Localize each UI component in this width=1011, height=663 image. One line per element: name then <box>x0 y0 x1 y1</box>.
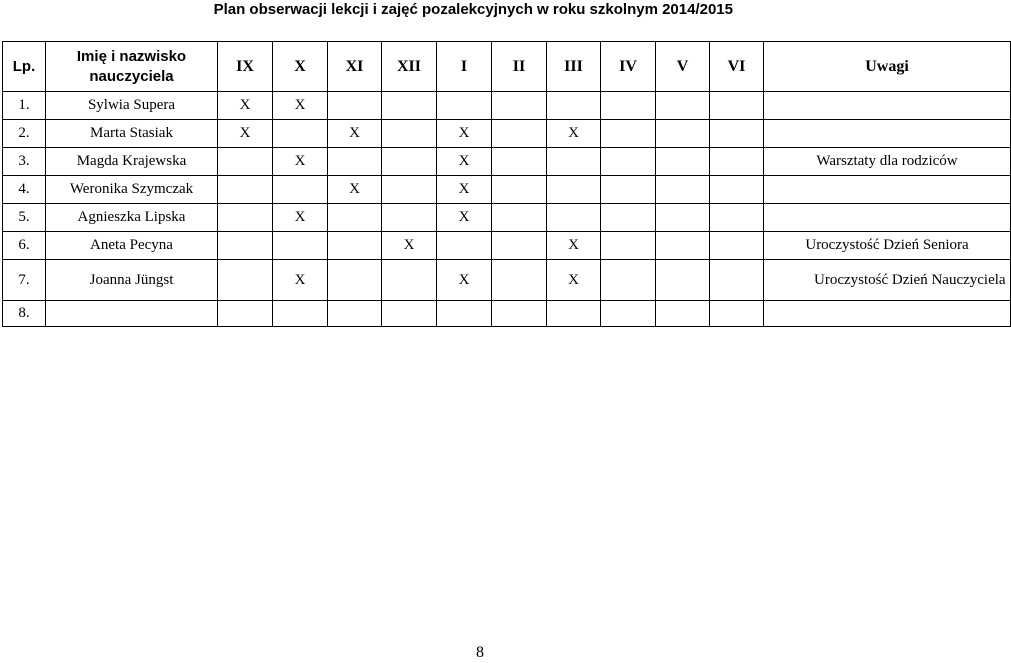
month-cell: X <box>273 148 328 176</box>
header-uwagi: Uwagi <box>764 42 1011 92</box>
teacher-name: Magda Krajewska <box>46 148 218 176</box>
month-cell: X <box>437 176 492 204</box>
row-number: 6. <box>3 232 46 260</box>
month-cell: X <box>273 204 328 232</box>
month-cell <box>218 232 273 260</box>
header-row <box>3 42 1011 92</box>
month-cell <box>218 204 273 232</box>
remarks-cell: Uroczystość Dzień Seniora <box>764 232 1011 260</box>
header-month: V <box>656 42 710 92</box>
month-cell: X <box>437 204 492 232</box>
row-number: 7. <box>3 260 46 301</box>
table-row <box>3 148 1011 176</box>
month-cell <box>601 301 656 327</box>
remarks-cell <box>764 204 1011 232</box>
month-cell <box>710 204 764 232</box>
page-title: Plan obserwacji lekcji i zajęć pozalekcyjnych w roku szkolnym 2014/2015 <box>213 1 733 18</box>
header-month: IX <box>218 42 273 92</box>
remarks-cell <box>764 120 1011 148</box>
header-month: XII <box>382 42 437 92</box>
month-cell <box>601 260 656 301</box>
month-cell <box>656 204 710 232</box>
month-cell <box>382 92 437 120</box>
month-cell <box>328 204 382 232</box>
month-cell <box>382 204 437 232</box>
month-cell <box>601 204 656 232</box>
month-cell <box>437 232 492 260</box>
month-cell <box>382 148 437 176</box>
row-number: 3. <box>3 148 46 176</box>
header-month: II <box>492 42 547 92</box>
month-cell <box>382 301 437 327</box>
month-cell <box>492 92 547 120</box>
table-row <box>3 204 1011 232</box>
month-cell: X <box>437 148 492 176</box>
observation-plan-table <box>2 41 1011 327</box>
page-number: 8 <box>476 644 484 661</box>
month-cell: X <box>437 120 492 148</box>
month-cell <box>492 176 547 204</box>
month-cell <box>710 120 764 148</box>
row-number: 1. <box>3 92 46 120</box>
teacher-name: Marta Stasiak <box>46 120 218 148</box>
month-cell <box>218 301 273 327</box>
month-cell <box>273 176 328 204</box>
month-cell <box>601 148 656 176</box>
month-cell <box>273 301 328 327</box>
table-row <box>3 301 1011 327</box>
remarks-cell: Uroczystość Dzień Nauczyciela <box>764 260 1011 301</box>
month-cell <box>710 92 764 120</box>
month-cell: X <box>218 120 273 148</box>
month-cell <box>710 176 764 204</box>
month-cell <box>218 148 273 176</box>
month-cell <box>710 232 764 260</box>
teacher-name: Aneta Pecyna <box>46 232 218 260</box>
table-row <box>3 176 1011 204</box>
header-month: I <box>437 42 492 92</box>
month-cell <box>601 232 656 260</box>
month-cell <box>492 232 547 260</box>
month-cell: X <box>547 120 601 148</box>
remarks-cell <box>764 92 1011 120</box>
teacher-name: Joanna Jüngst <box>46 260 218 301</box>
table-row <box>3 232 1011 260</box>
month-cell: X <box>328 176 382 204</box>
month-cell <box>437 92 492 120</box>
month-cell <box>656 92 710 120</box>
month-cell <box>382 176 437 204</box>
month-cell: X <box>328 120 382 148</box>
remarks-cell <box>764 301 1011 327</box>
table-row <box>3 260 1011 301</box>
header-name: Imię i nazwisko nauczyciela <box>46 42 218 92</box>
month-cell <box>492 260 547 301</box>
month-cell <box>656 148 710 176</box>
row-number: 8. <box>3 301 46 327</box>
month-cell <box>656 301 710 327</box>
header-month: III <box>547 42 601 92</box>
month-cell <box>328 148 382 176</box>
month-cell <box>492 120 547 148</box>
month-cell <box>273 232 328 260</box>
month-cell <box>382 260 437 301</box>
month-cell: X <box>273 260 328 301</box>
month-cell <box>492 301 547 327</box>
month-cell <box>273 120 328 148</box>
month-cell <box>601 92 656 120</box>
month-cell <box>656 232 710 260</box>
month-cell <box>328 301 382 327</box>
month-cell <box>328 232 382 260</box>
month-cell <box>710 301 764 327</box>
month-cell: X <box>382 232 437 260</box>
remarks-cell: Warsztaty dla rodziców <box>764 148 1011 176</box>
month-cell <box>547 92 601 120</box>
month-cell <box>547 176 601 204</box>
month-cell <box>492 204 547 232</box>
remarks-cell <box>764 176 1011 204</box>
header-month: VI <box>710 42 764 92</box>
teacher-name <box>46 301 218 327</box>
month-cell <box>492 148 547 176</box>
header-month: XI <box>328 42 382 92</box>
row-number: 5. <box>3 204 46 232</box>
month-cell <box>547 148 601 176</box>
month-cell <box>218 176 273 204</box>
month-cell <box>547 301 601 327</box>
month-cell <box>547 204 601 232</box>
month-cell <box>328 92 382 120</box>
row-number: 4. <box>3 176 46 204</box>
month-cell <box>218 260 273 301</box>
header-month: X <box>273 42 328 92</box>
teacher-name: Sylwia Supera <box>46 92 218 120</box>
month-cell <box>656 120 710 148</box>
month-cell <box>437 301 492 327</box>
month-cell <box>601 120 656 148</box>
month-cell: X <box>547 260 601 301</box>
teacher-name: Agnieszka Lipska <box>46 204 218 232</box>
teacher-name: Weronika Szymczak <box>46 176 218 204</box>
month-cell <box>710 148 764 176</box>
header-lp: Lp. <box>3 42 46 92</box>
month-cell <box>656 176 710 204</box>
month-cell: X <box>547 232 601 260</box>
month-cell: X <box>437 260 492 301</box>
month-cell <box>656 260 710 301</box>
month-cell: X <box>218 92 273 120</box>
month-cell <box>710 260 764 301</box>
month-cell: X <box>273 92 328 120</box>
month-cell <box>601 176 656 204</box>
table-row <box>3 120 1011 148</box>
table-row <box>3 92 1011 120</box>
month-cell <box>328 260 382 301</box>
header-month: IV <box>601 42 656 92</box>
month-cell <box>382 120 437 148</box>
row-number: 2. <box>3 120 46 148</box>
